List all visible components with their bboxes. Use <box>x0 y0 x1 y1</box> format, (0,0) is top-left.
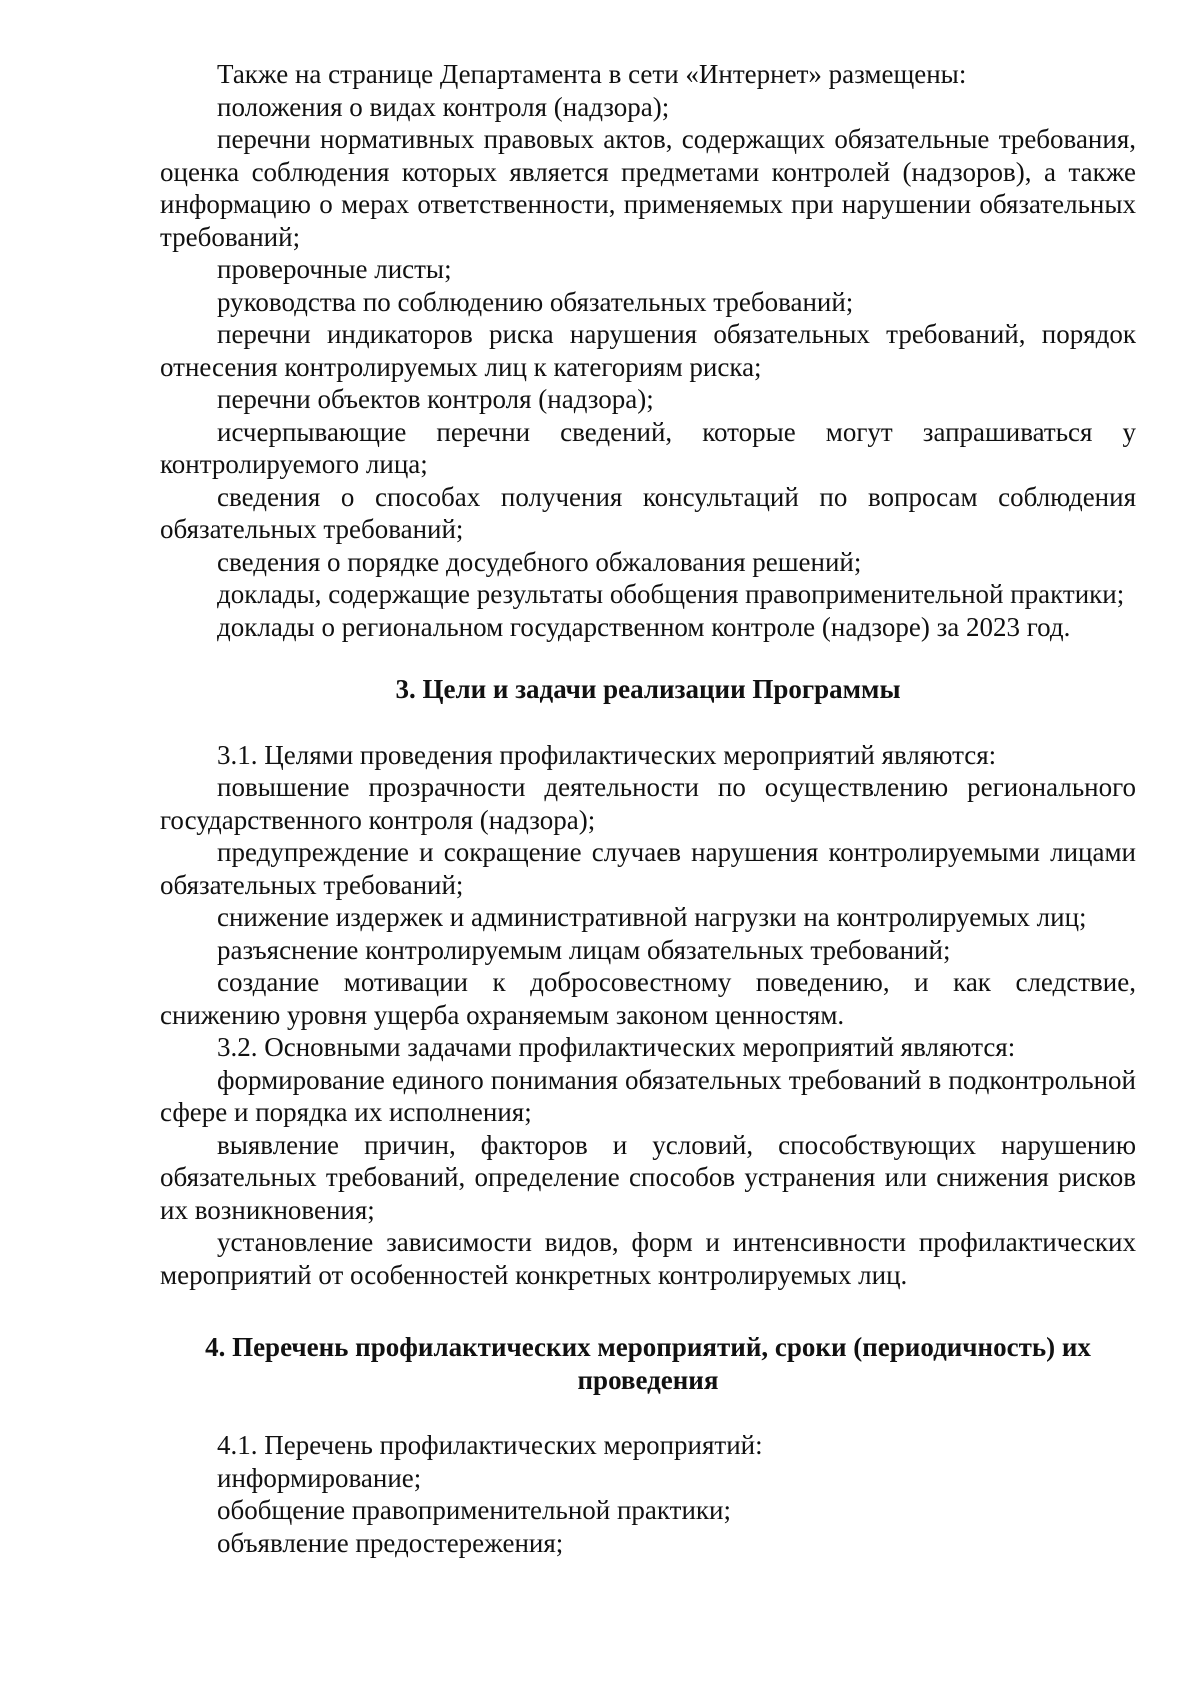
paragraph: проверочные листы; <box>217 254 452 284</box>
paragraph: 3.2. Основными задачами профилактических мероприятий являются: <box>217 1032 1016 1062</box>
paragraph: разъяснение контролируемым лицам обязательных требований; <box>217 934 951 965</box>
paragraph: 3.1. Целями проведения профилактических мероприятий являются: <box>217 739 997 770</box>
paragraph: создание мотивации к добросовестному поведению, и как следствие, снижению уровня ущерба охраняемым законом ценностям. <box>160 967 1136 1030</box>
paragraph: доклады, содержащие результаты обобщения правоприменительной практики; <box>217 579 1125 609</box>
paragraph: формирование единого понимания обязательных требований в подконтрольной сфере и порядка их исполнения; <box>160 1064 1136 1127</box>
paragraph: сведения о способах получения консультаций по вопросам соблюдения обязательных требований; <box>160 481 1136 544</box>
section-4-heading <box>160 1331 1136 1396</box>
section-3-body <box>160 739 1136 1292</box>
paragraph: предупреждение и сокращение случаев нарушения контролируемыми лицами обязательных требований; <box>160 837 1136 900</box>
paragraph: Также на странице Департамента в сети «Интернет» размещены: <box>217 59 967 89</box>
paragraph: руководства по соблюдению обязательных требований; <box>217 286 854 317</box>
section-4-body <box>160 1429 1136 1559</box>
document-page <box>160 58 1136 1559</box>
section-3-heading: 3. Цели и задачи реализации Программы <box>395 674 901 704</box>
section-4-heading-line-2: проведения <box>577 1364 719 1395</box>
paragraph: информирование; <box>217 1462 422 1493</box>
paragraph: объявление предостережения; <box>217 1527 564 1558</box>
paragraph: перечни объектов контроля (надзора); <box>217 384 654 414</box>
paragraph: снижение издержек и административной нагрузки на контролируемых лиц; <box>217 902 1087 932</box>
section-4-heading-line-1: 4. Перечень профилактических мероприятий, сроки (периодичность) их <box>205 1332 1091 1362</box>
paragraph: перечни нормативных правовых актов, содержащих обязательные требования, оценка соблюдения которых является предметами контролей (надзоров), а также информацию о мерах ответственности, применяемых при нарушении обязательных требований; <box>160 124 1136 252</box>
paragraph: установление зависимости видов, форм и интенсивности профилактических мероприятий от особенностей конкретных контролируемых лиц. <box>160 1227 1136 1290</box>
paragraph: положения о видах контроля (надзора); <box>217 91 670 122</box>
paragraph: повышение прозрачности деятельности по осуществлению регионального государственного контроля (надзора); <box>160 772 1136 835</box>
paragraph: сведения о порядке досудебного обжалования решений; <box>217 546 862 577</box>
section-2-tail <box>160 58 1136 643</box>
paragraph: 4.1. Перечень профилактических мероприятий: <box>217 1430 763 1460</box>
paragraph: выявление причин, факторов и условий, способствующих нарушению обязательных требований, определение способов устранения или снижения рисков их возникновения; <box>160 1129 1136 1225</box>
paragraph: доклады о региональном государственном контроле (надзоре) за 2023 год. <box>217 611 1071 642</box>
paragraph: обобщение правоприменительной практики; <box>217 1495 731 1525</box>
paragraph: перечни индикаторов риска нарушения обязательных требований, порядок отнесения контролируемых лиц к категориям риска; <box>160 319 1136 382</box>
paragraph: исчерпывающие перечни сведений, которые могут запрашиваться у контролируемого лица; <box>160 416 1136 479</box>
